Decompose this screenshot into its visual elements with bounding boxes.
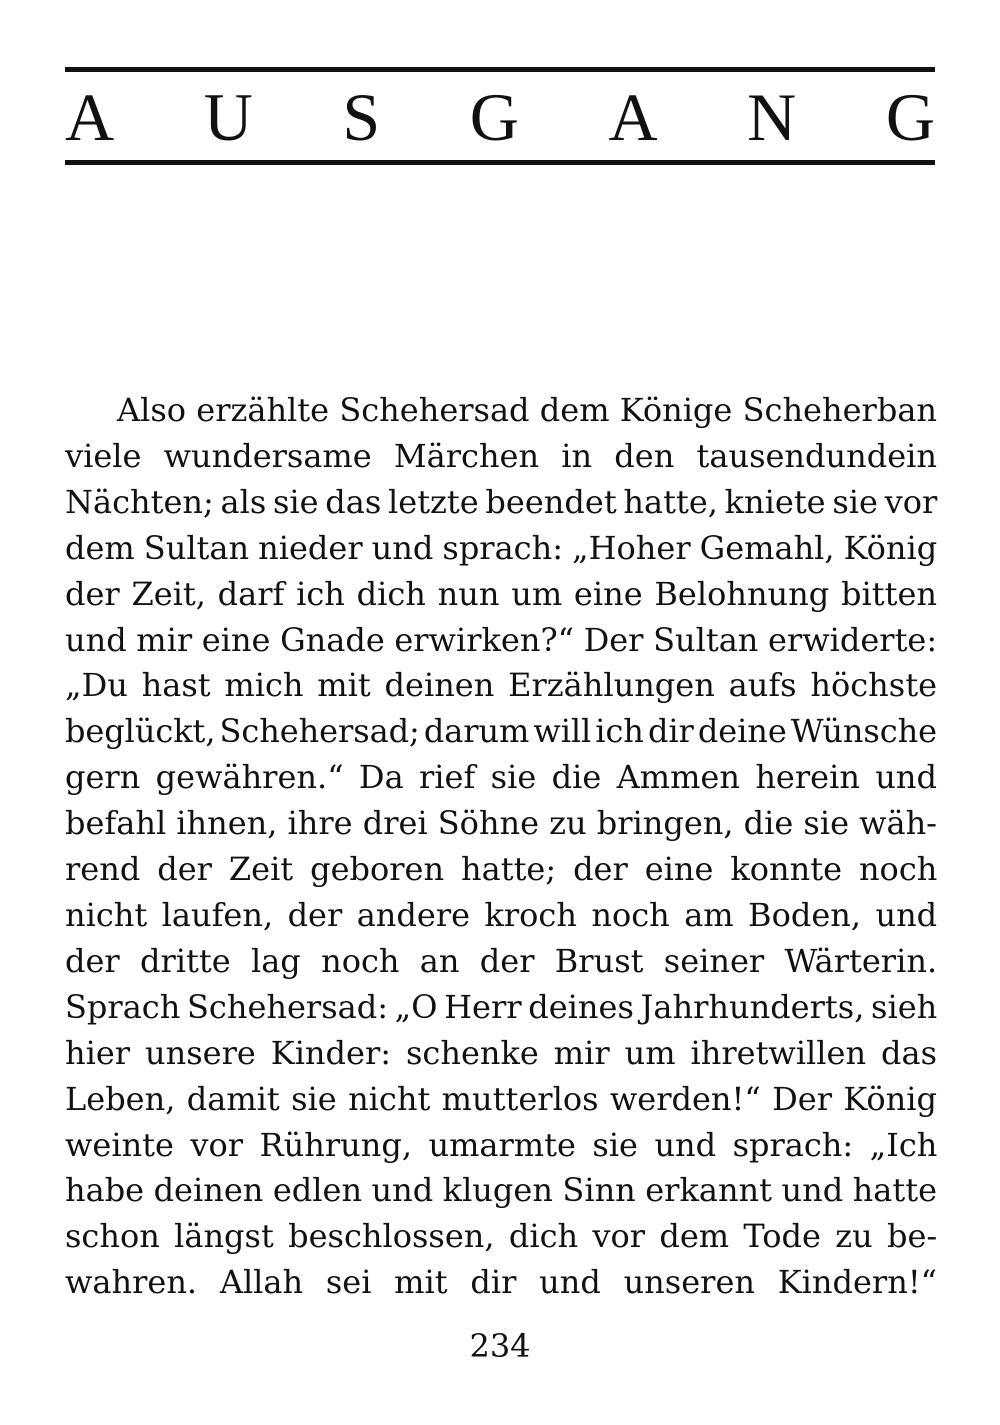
- chapter-heading: [65, 78, 935, 156]
- text-line: dem Sultan nieder und sprach: „Hoher Gemahl, König: [65, 528, 938, 567]
- text-line: befahl ihnen, ihre drei Söhne zu bringen, die sie wäh-: [65, 804, 937, 843]
- heading-letter: G: [885, 79, 935, 155]
- body-paragraph: [65, 388, 937, 1306]
- text-line: beglückt, Schehersad; darum will ich dir deine Wünsche: [65, 712, 937, 751]
- heading-letter: N: [747, 79, 797, 155]
- text-line: Sprach Schehersad: „O Herr deines Jahrhunderts, sieh: [65, 987, 938, 1026]
- text-line: Also erzählte Schehersad dem Könige Scheherban: [117, 391, 937, 429]
- text-line: der Zeit, darf ich dich nun um eine Belohnung bitten: [65, 574, 937, 613]
- top-rule: [65, 67, 935, 72]
- bottom-rule: [65, 160, 935, 165]
- text-line: schon längst beschlossen, dich vor dem Tode zu be-: [65, 1217, 938, 1256]
- text-line: weinte vor Rührung, umarmte sie und sprach: „Ich: [65, 1125, 938, 1164]
- text-line: nicht laufen, der andere kroch noch am Boden, und: [65, 895, 938, 934]
- text-line: Nächten; als sie das letzte beendet hatte, kniete sie vor: [65, 482, 938, 521]
- text-line: rend der Zeit geboren hatte; der eine konnte noch: [65, 850, 938, 889]
- text-line: Leben, damit sie nicht mutterlos werden!“ Der König: [65, 1079, 937, 1118]
- text-line: hier unsere Kinder: schenke mir um ihretwillen das: [65, 1033, 937, 1072]
- text-line: viele wundersame Märchen in den tausendundein: [65, 436, 937, 475]
- text-line: gern gewähren.“ Da rief sie die Ammen herein und: [65, 758, 937, 797]
- text-line: habe deinen edlen und klugen Sinn erkannt und hatte: [65, 1171, 937, 1210]
- text-line: wahren. Allah sei mit dir und unseren Kindern!“: [65, 1263, 938, 1302]
- text-line: „Du hast mich mit deinen Erzählungen aufs höchste: [65, 666, 937, 705]
- heading-letter: A: [608, 79, 658, 155]
- heading-letter: S: [342, 79, 381, 155]
- heading-letter: A: [65, 79, 115, 155]
- text-line: und mir eine Gnade erwirken?“ Der Sultan erwiderte:: [65, 620, 938, 659]
- heading-letter: U: [203, 79, 253, 155]
- page-number: 234: [469, 1327, 531, 1365]
- text-line: der dritte lag noch an der Brust seiner Wärterin.: [65, 941, 938, 980]
- heading-letter: G: [469, 79, 519, 155]
